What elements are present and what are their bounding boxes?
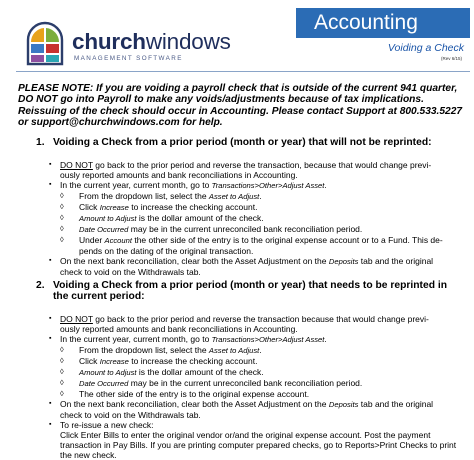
sub-step	[60, 389, 470, 399]
step-text: To re-issue a new check:	[60, 420, 154, 430]
bullet-icon: ▪	[49, 181, 52, 188]
ui-path-text: Account	[104, 236, 132, 245]
step-item	[49, 399, 470, 410]
section-number: 1.	[36, 137, 45, 148]
sub-step	[60, 378, 470, 389]
section-2-steps	[49, 314, 470, 460]
step-text: In the current year, current month, go to	[60, 334, 212, 344]
step-text: .	[324, 180, 327, 190]
step-text: From the dropdown list, select the	[79, 345, 209, 355]
section-title-line: the current period:	[53, 291, 145, 302]
ui-path-text: Increase	[99, 203, 129, 212]
church-window-logo-icon	[22, 20, 68, 66]
section-title-line: Voiding a Check from a prior period (month or year) that will not be reprinted:	[53, 137, 432, 148]
department-title: Accounting	[314, 11, 418, 34]
churchwindows-logo	[18, 14, 231, 74]
bullet-icon: ▪	[49, 400, 52, 407]
step-text: to increase the checking account.	[128, 356, 258, 366]
brand-name: churchwindows	[72, 29, 231, 54]
diamond-bullet-icon: ◊	[60, 378, 64, 387]
bullet-icon: ▪	[49, 315, 52, 322]
step-text: tab and the original	[358, 256, 434, 266]
bullet-icon: ▪	[49, 161, 52, 168]
section-number: 2.	[36, 280, 45, 291]
step-continuation: ously reported amounts and bank reconciliations in Accounting.	[60, 170, 298, 180]
section-title-line: Voiding a Check from a prior period (month or year) that needs to be reprinted in	[53, 280, 447, 291]
step-continuation: the new check.	[60, 450, 117, 460]
diamond-bullet-icon: ◊	[60, 191, 64, 200]
step-item	[49, 256, 470, 267]
step-text: .	[259, 345, 262, 355]
ui-path-text: Amount to Adjust	[79, 214, 137, 223]
header-divider	[16, 71, 470, 72]
diamond-bullet-icon: ◊	[60, 356, 64, 365]
step-text: go back to the prior period and reverse the transaction because that would change previ-	[92, 314, 429, 324]
revision-date: (Rev 6/15)	[440, 56, 462, 61]
step-continuation: pends on the dating of the original transaction.	[79, 246, 254, 256]
step-text: go back to the prior period and reverse the transaction, because that would change previ-	[92, 160, 432, 170]
sub-step	[60, 235, 470, 246]
step-item	[49, 314, 470, 324]
step-continuation: check to void on the Withdrawals tab.	[60, 410, 201, 420]
step-text: From the dropdown list, select the	[79, 191, 209, 201]
step-text: On the next bank reconciliation, clear both the Asset Adjustment on the	[60, 256, 329, 266]
document-title: Voiding a Check	[387, 42, 464, 54]
step-continuation: transaction in Pay Bills. If you are printing computer prepared checks, go to Reports>Print Checks to print	[60, 440, 457, 450]
step-item	[49, 334, 470, 345]
step-text: Click	[79, 202, 100, 212]
step-text: to increase the checking account.	[128, 202, 258, 212]
sub-step	[60, 345, 470, 356]
ui-path-text: Increase	[99, 357, 129, 366]
diamond-bullet-icon: ◊	[60, 235, 64, 244]
diamond-bullet-icon: ◊	[60, 367, 64, 376]
ui-path-text: Date Occurred	[79, 225, 129, 234]
step-text: tab and the original	[358, 399, 434, 409]
sub-step	[60, 367, 470, 378]
ui-path-text: Transactions>Other>Adjust Asset	[211, 335, 325, 344]
emphasis-text: DO NOT	[60, 160, 93, 170]
step-text: The other side of the entry is to the original expense account.	[79, 389, 310, 399]
diamond-bullet-icon: ◊	[60, 202, 64, 211]
step-text: .	[259, 191, 262, 201]
bullet-icon: ▪	[49, 421, 52, 428]
sub-step	[60, 224, 470, 235]
ui-path-text: Date Occurred	[79, 379, 129, 388]
step-item	[49, 180, 470, 191]
diamond-bullet-icon: ◊	[60, 213, 64, 222]
section-1-steps	[49, 160, 470, 277]
step-text: Under	[79, 235, 105, 245]
step-text: In the current year, current month, go to	[60, 180, 212, 190]
diamond-bullet-icon: ◊	[60, 345, 64, 354]
step-text: may be in the current unreconciled bank reconciliation period.	[128, 378, 363, 388]
department-banner	[296, 8, 470, 38]
diamond-bullet-icon: ◊	[60, 389, 64, 398]
diamond-bullet-icon: ◊	[60, 224, 64, 233]
sub-step	[60, 356, 470, 367]
ui-path-text: Asset to Adjust	[208, 192, 260, 201]
step-text: is the dollar amount of the check.	[136, 367, 264, 377]
important-note: PLEASE NOTE: If you are voiding a payroll check that is outside of the current 941 quarter, DO NOT go into Payroll to make any voids/adjustments because of tax implications. Reissuing of the check should occur in Accounting. Please contact Support at 800.533.5227 or support@churchwindows.com for help.	[18, 83, 463, 128]
step-text: .	[324, 334, 327, 344]
sub-step	[60, 191, 470, 202]
ui-path-text: Amount to Adjust	[79, 368, 137, 377]
step-continuation: check to void on the Withdrawals tab.	[60, 267, 201, 277]
step-item	[49, 420, 470, 430]
bullet-icon: ▪	[49, 257, 52, 264]
sub-step	[60, 213, 470, 224]
sub-step	[60, 202, 470, 213]
step-continuation: Click Enter Bills to enter the original vendor or/and the original expense account. Post the payment	[60, 430, 431, 440]
step-text: the other side of the entry is to the original expense account or to a Fund. This de-	[131, 235, 443, 245]
step-item	[49, 160, 470, 170]
step-text: may be in the current unreconciled bank reconciliation period.	[128, 224, 363, 234]
brand-tagline: MANAGEMENT SOFTWARE	[74, 55, 183, 62]
step-continuation: ously reported amounts and bank reconciliations in Accounting.	[60, 324, 298, 334]
step-text: On the next bank reconciliation, clear both the Asset Adjustment on the	[60, 399, 329, 409]
ui-path-text: Asset to Adjust	[208, 346, 260, 355]
ui-path-text: Deposits	[328, 257, 359, 266]
step-text: Click	[79, 356, 100, 366]
ui-path-text: Deposits	[328, 400, 359, 409]
emphasis-text: DO NOT	[60, 314, 93, 324]
ui-path-text: Transactions>Other>Adjust Asset	[211, 181, 325, 190]
step-text: is the dollar amount of the check.	[136, 213, 264, 223]
bullet-icon: ▪	[49, 335, 52, 342]
